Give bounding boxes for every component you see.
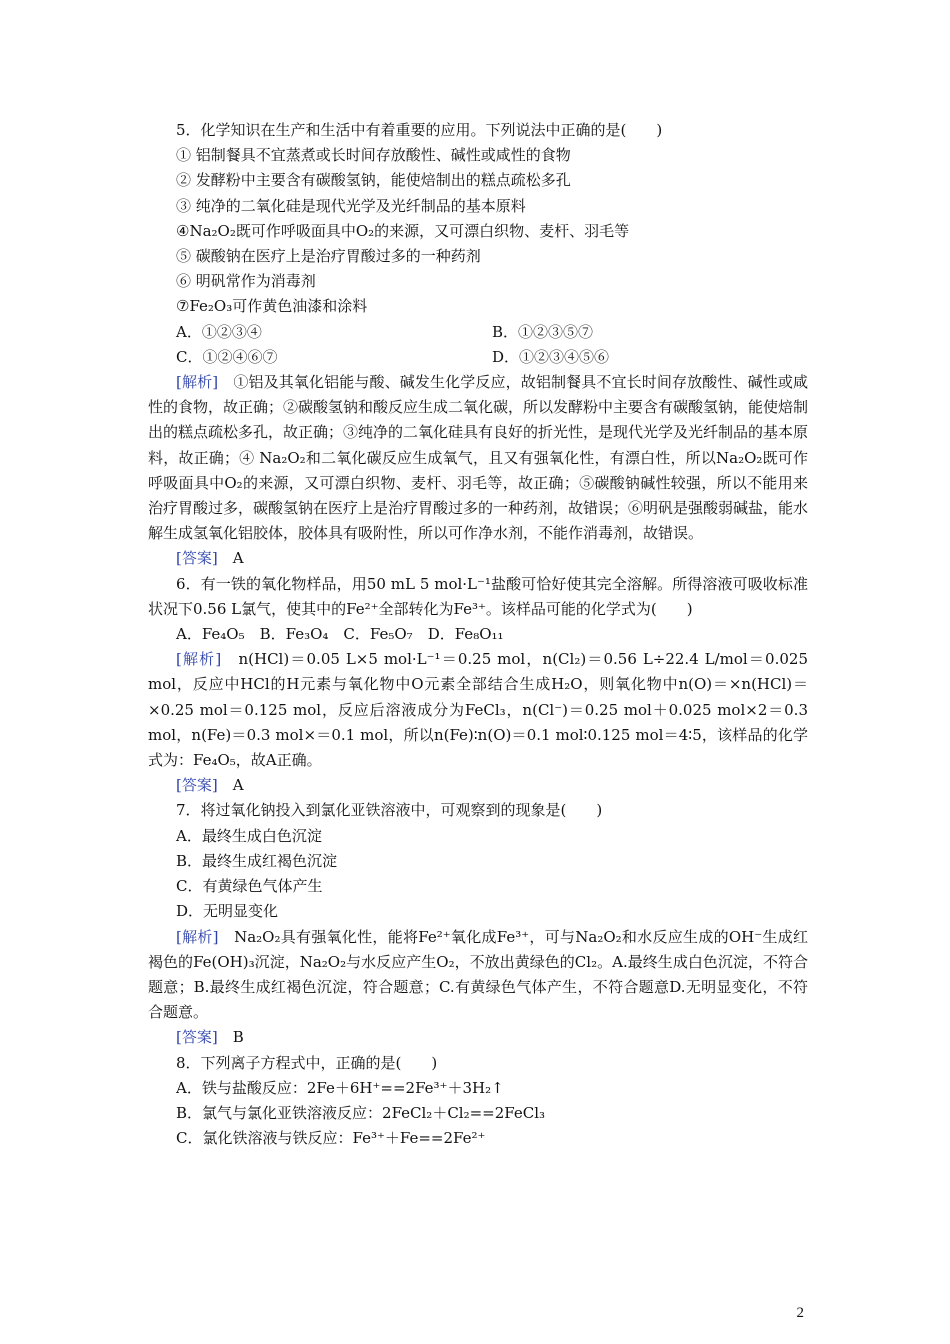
q8-stem: 8．下列离子方程式中，正确的是( ) — [176, 1053, 438, 1072]
q6-options: A．Fe₄O₅ B．Fe₃O₄ C．Fe₅O₇ D．Fe₈O₁₁ — [176, 625, 504, 644]
q6-answer — [148, 773, 808, 798]
q6-analysis-text: n(HCl)＝0.05 L×5 mol·L⁻¹＝0.25 mol，n(Cl₂)＝0.56 L÷22.4 L/mol＝0.025 mol，反应中HCl的H元素与氧化物中O元素全部结合生成H₂O，则氧化物中n(O)＝×n(HCl)＝×0.25 mol＝0.125 mol，反应后溶液成分为FeCl₃，n(Cl⁻)＝0.25 mol＋0.025 mol×2＝0.3 mol，n(Fe)＝0.3 mol×＝0.1 mol，所以n(Fe)∶n(O)＝0.1 mol∶0.125 mol＝4∶5，该样品的化学式为：Fe₄O₅，故A正确。 — [148, 650, 808, 770]
analysis-tag: [解析] — [176, 650, 222, 669]
q7-analysis — [148, 925, 808, 1026]
q7-answer — [148, 1025, 808, 1050]
q5-analysis — [148, 370, 808, 546]
q5-option-a: A．①②③④ — [176, 322, 262, 341]
q5-item-7: ⑦Fe₂O₃可作黄色油漆和涂料 — [176, 297, 368, 316]
analysis-tag: [解析] — [176, 927, 219, 946]
q5-stem: 5．化学知识在生产和生活中有着重要的应用。下列说法中正确的是( ) — [176, 121, 663, 139]
q7-answer-text: B — [217, 1028, 244, 1047]
answer-tag: [答案] — [176, 1028, 218, 1047]
q7-option-c: C．有黄绿色气体产生 — [176, 877, 323, 896]
q5-item-5: ⑤ 碳酸钠在医疗上是治疗胃酸过多的一种药剂 — [176, 247, 481, 266]
q7-option-b: B．最终生成红褐色沉淀 — [176, 851, 338, 870]
q6-analysis — [148, 647, 808, 773]
q5-item-2: ② 发酵粉中主要含有碳酸氢钠，能使焙制出的糕点疏松多孔 — [176, 171, 571, 190]
q5-options-row-2 — [148, 345, 808, 370]
answer-tag: [答案] — [176, 776, 218, 795]
q5-answer-text: A — [217, 549, 244, 568]
q5-answer — [148, 546, 808, 571]
q5-item-6: ⑥ 明矾常作为消毒剂 — [176, 272, 316, 291]
q7-stem: 7．将过氧化钠投入到氯化亚铁溶液中，可观察到的现象是( ) — [176, 801, 603, 820]
q7-analysis-text: Na₂O₂具有强氧化性，能将Fe²⁺氧化成Fe³⁺，可与Na₂O₂和水反应生成的OH⁻生成红褐色的Fe(OH)₃沉淀，Na₂O₂与水反应产生O₂，不放出黄绿色的Cl₂。A.最终生成白色沉淀，不符合题意；B.最终生成红褐色沉淀，符合题意；C.有黄绿色气体产生，不符合题意D.无明显变化，不符合题意。 — [148, 927, 808, 1022]
q7-option-a: A．最终生成白色沉淀 — [176, 826, 322, 845]
page-number: 2 — [796, 1305, 804, 1321]
q8-option-c: C．氯化铁溶液与铁反应：Fe³⁺＋Fe==2Fe²⁺ — [176, 1129, 486, 1148]
q6-answer-text: A — [217, 776, 244, 795]
q5-option-d: D．①②③④⑤⑥ — [492, 347, 610, 366]
q7-option-d: D．无明显变化 — [176, 902, 279, 921]
q5-options-row-1 — [148, 320, 808, 345]
q6-stem: 6．有一铁的氧化物样品，用50 mL 5 mol·L⁻¹盐酸可恰好使其完全溶解。所得溶液可吸收标准状况下0.56 L氯气，使其中的Fe²⁺全部转化为Fe³⁺。该样品可能的化学式为( ) — [148, 574, 808, 618]
q8-option-a: A．铁与盐酸反应：2Fe＋6H⁺==2Fe³⁺＋3H₂↑ — [176, 1078, 504, 1097]
q5-item-1: ① 铝制餐具不宜蒸煮或长时间存放酸性、碱性或咸性的食物 — [176, 146, 571, 165]
q5-item-4: ④Na₂O₂既可作呼吸面具中O₂的来源，又可漂白织物、麦杆、羽毛等 — [176, 221, 630, 240]
q5-option-b: B．①②③⑤⑦ — [492, 322, 594, 341]
q8-option-b: B．氯气与氯化亚铁溶液反应：2FeCl₂＋Cl₂==2FeCl₃ — [176, 1103, 546, 1122]
q5-analysis-text: ①铝及其氧化铝能与酸、碱发生化学反应，故铝制餐具不宜长时间存放酸性、碱性或咸性的食物，故正确；②碳酸氢钠和酸反应生成二氧化碳，所以发酵粉中主要含有碳酸氢钠，能使焙制出的糕点疏松多孔，故正确；③纯净的二氧化硅具有良好的折光性，是现代光学及光纤制品的基本原料，故正确；④ Na₂O₂和二氧化碳反应生成氧气，且又有强氧化性，有漂白性，所以Na₂O₂既可作呼吸面具中O₂的来源，又可漂白织物、麦杆、羽毛等，故正确；⑤碳酸钠碱性较强，所以不能用来治疗胃酸过多，碳酸氢钠在医疗上是治疗胃酸过多的一种药剂，故错误；⑥明矾是强酸弱碱盐，能水解生成氢氧化铝胶体，胶体具有吸附性，所以可作净水剂，不能作消毒剂，故错误。 — [148, 373, 809, 543]
answer-tag: [答案] — [176, 549, 218, 568]
page-content — [148, 118, 808, 1151]
analysis-tag: [解析] — [176, 373, 219, 392]
q5-item-3: ③ 纯净的二氧化硅是现代光学及光纤制品的基本原料 — [176, 196, 526, 215]
q5-option-c: C．①②④⑥⑦ — [176, 347, 278, 366]
